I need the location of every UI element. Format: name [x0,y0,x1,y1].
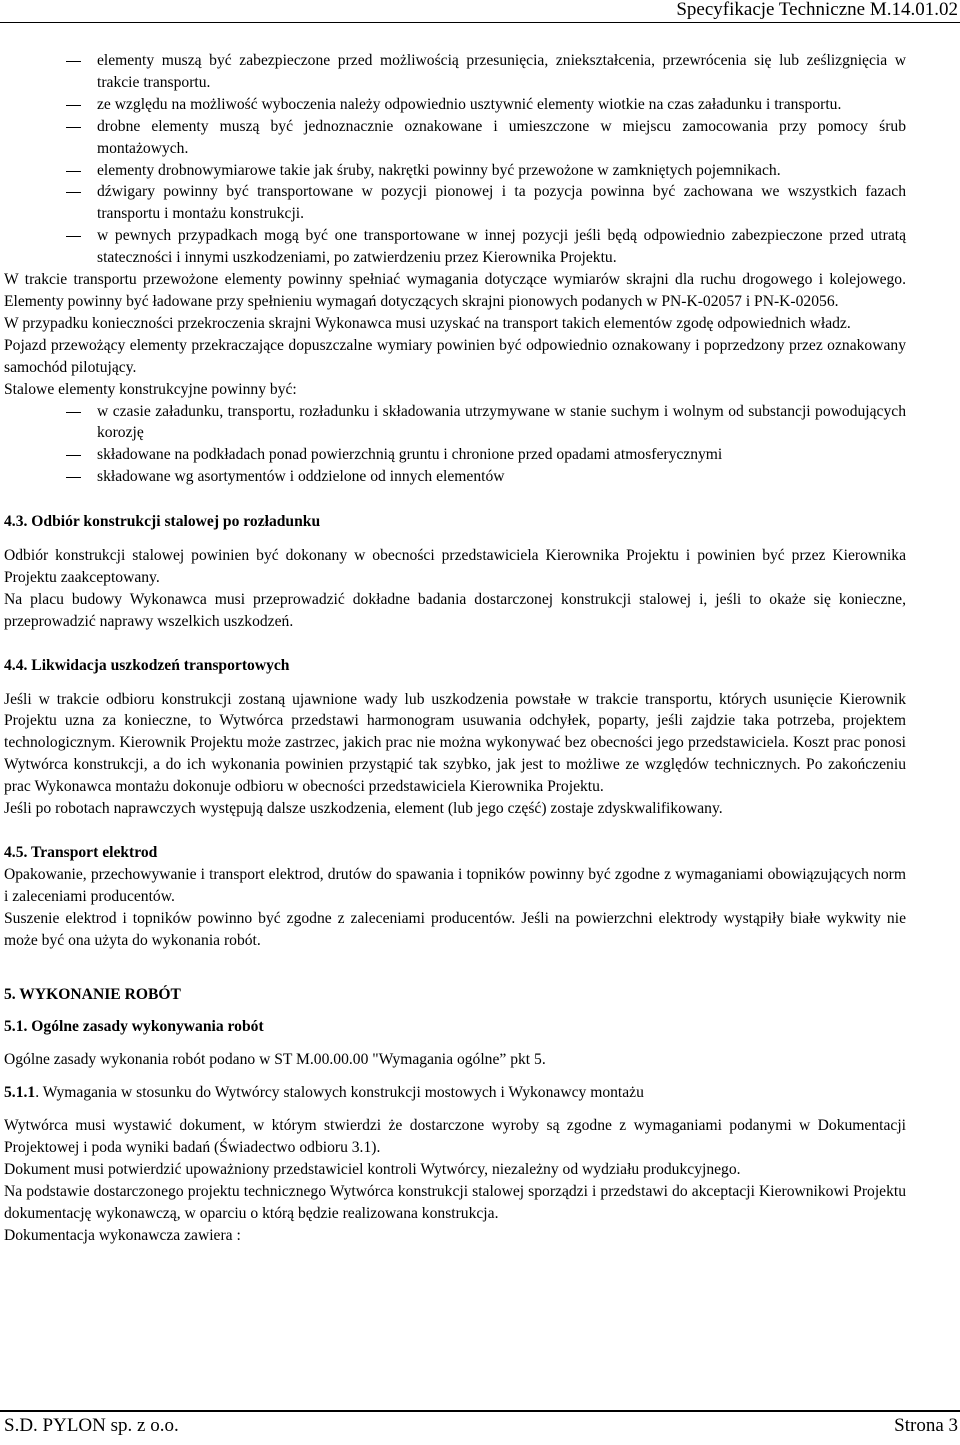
section-paragraph: Suszenie elektrod i topników powinno być zgodne z zaleceniami producentów. Jeśli na powierzchni elektrody wystąpiły białe wykwity nie może być ona użyta do wykonania robót. [4,909,906,949]
dash-bullet-icon [66,455,81,456]
section-paragraph: Jeśli po robotach naprawczych występują dalsze uszkodzenia, element (lub jego część) zostaje zdyskwalifikowany. [4,800,723,818]
section-paragraph: Na podstawie dostarczonego projektu technicznego Wytwórca konstrukcji stalowej sporządzi i przedstawi do akceptacji Kierownikowi Projektu dokumentację wykonawczą, w oparciu o którą będzie realizowana konstrukcja. [4,1182,906,1222]
dash-bullet-icon [66,192,81,193]
section-paragraph: Opakowanie, przechowywanie i transport elektrod, drutów do spawania i topników powinny być zgodne z wymaganiami obowiązujących norm i zaleceniami producentów. [4,865,906,905]
dash-bullet-icon [66,127,81,128]
list-item: składowane wg asortymentów i oddzielone od innych elementów [4,466,906,488]
transport-paragraph: W trakcie transportu przewożone elementy powinny spełniać wymagania dotyczące wymiarów skrajni dla ruchu drogowego i kolejowego. Elementy powinny być ładowane przy spełnieniu wymagań dotyczących skrajni pionowych podanych w PN-K-02057 i PN-K-02056. [4,271,906,310]
section-paragraph: Dokument musi potwierdzić upoważniony przedstawiciel kontroli Wytwórcy, niezależny od wydziału produkcyjnego. [4,1160,741,1178]
list-item: drobne elementy muszą być jednoznacznie oznakowane i umieszczone w miejscu zamocowania przy pomocy śrub montażowych. [4,116,906,160]
list-item: elementy muszą być zabezpieczone przed możliwością przesunięcia, zniekształcenia, przewrócenia się lub ześlizgnięcia w trakcie transportu. [4,50,906,94]
list-item: ze względu na możliwość wyboczenia należy odpowiednio usztywnić elementy wiotkie na czas załadunku i transportu. [4,94,906,116]
section-paragraph: Ogólne zasady wykonania robót podano w ST M.00.00.00 "Wymagania ogólne” pkt 5. [4,1051,546,1069]
header-divider [0,22,960,23]
dash-bullet-icon [66,105,81,106]
footer-page-number: Strona 3 [894,1415,958,1436]
dash-bullet-icon [66,236,81,237]
intro-bullet-list [4,50,906,269]
transport-paragraph: W przypadku konieczności przekroczenia skrajni Wykonawca musi uzyskać na transport takich elementów zgodę odpowiednich władz. [4,314,851,332]
steel-bullet-list [4,401,906,489]
section-heading-4-4: 4.4. Likwidacja uszkodzeń transportowych [4,656,290,674]
list-item: dźwigary powinny być transportowane w pozycji pionowej i ta pozycja powinna być zachowana we wszystkich fazach transportu i montażu konstrukcji. [4,181,906,225]
dash-bullet-icon [66,171,81,172]
dash-bullet-icon [66,477,81,478]
page-content [4,50,906,1247]
section-heading-4-5: 4.5. Transport elektrod [4,844,158,861]
section-paragraph: Wytwórca musi wystawić dokument, w którym stwierdzi że dostarczone wyroby są zgodne z wymaganiami podanymi w Dokumentacji Projektowej i poda wyniki badań (Świadectwo odbioru 3.1). [4,1117,906,1157]
section-paragraph: Jeśli w trakcie odbioru konstrukcji zostaną ujawnione wady lub uszkodzenia powstałe w trakcie transportu, których usunięcie Kierownik Projektu uzna za konieczne, to Wytwórca przedstawi harmonogram usuwania odchyłek, poparty, jeśli zajdzie taka potrzeba, projektem technologicznym. Kierownik Projektu może zastrzec, jakich prac nie można wykonywać bez obecności jego przedstawiciela. Koszt prac ponosi Wytwórca konstrukcji, a do ich wykonania powinien przystąpić tak szybko, jak jest to możliwe ze względów technicznych. Po zakończeniu prac Wykonawca montażu dokonuje odbioru w obecności przedstawiciela Kierownika Projektu. [4,690,906,796]
list-item: w pewnych przypadkach mogą być one transportowane w innej pozycji jeśli będą odpowiednio zabezpieczone przed utratą stateczności i innymi uszkodzeniami, po zatwierdzeniu przez Kierownika Projektu. [4,225,906,269]
section-paragraph: Odbiór konstrukcji stalowej powinien być dokonany w obecności przedstawiciela Kierownika Projektu i powinien być przez Kierownika Projektu zaakceptowany. [4,547,906,586]
section-paragraph: Dokumentacja wykonawcza zawiera : [4,1226,241,1244]
page-footer [0,1412,960,1440]
list-item: w czasie załadunku, transportu, rozładunku i składowania utrzymywane w stanie suchym i wolnym od substancji powodujących korozję [4,401,906,445]
section-title: . Wymagania w stosunku do Wytwórcy stalowych konstrukcji mostowych i Wykonawcy montażu [35,1084,644,1102]
list-item: składowane na podkładach ponad powierzchnią gruntu i chronione przed opadami atmosferycznymi [4,444,906,466]
transport-paragraph: Pojazd przewożący elementy przekraczające dopuszczalne wymiary powinien być odpowiednio oznakowany i poprzedzony przez oznakowany samochód pilotujący. [4,336,906,376]
section-paragraph: Na placu budowy Wykonawca musi przeprowadzić dokładne badania dostarczonej konstrukcji stalowej i, jeśli to okaże się konieczne, przeprowadzić naprawy wszelkich uszkodzeń. [4,590,906,630]
footer-company: S.D. PYLON sp. z o.o. [4,1415,179,1436]
section-heading-4-3: 4.3. Odbiór konstrukcji stalowej po rozładunku [4,513,321,531]
list-item: elementy drobnowymiarowe takie jak śruby, nakrętki powinny być przewożone w zamkniętych pojemnikach. [4,160,906,182]
page-header-title: Specyfikacje Techniczne M.14.01.02 [676,0,958,20]
section-heading-5-1-1 [4,1082,906,1104]
dash-bullet-icon [66,61,81,62]
transport-paragraph: Stalowe elementy konstrukcyjne powinny być: [4,380,297,398]
section-heading-5: 5. WYKONANIE ROBÓT [4,985,181,1003]
section-number: 5.1.1 [4,1084,36,1102]
dash-bullet-icon [66,412,81,413]
section-heading-5-1: 5.1. Ogólne zasady wykonywania robót [4,1018,264,1036]
